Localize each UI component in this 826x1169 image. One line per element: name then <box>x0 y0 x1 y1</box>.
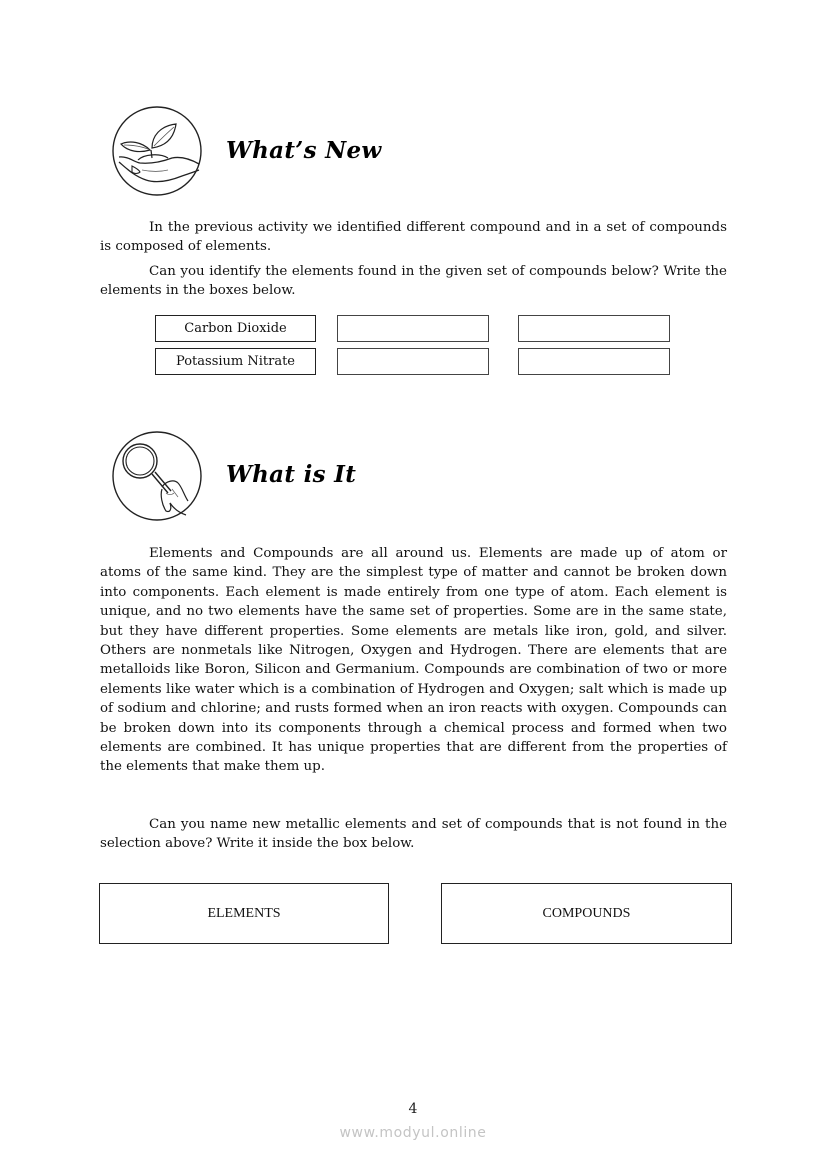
compounds-answer-box[interactable] <box>441 883 732 944</box>
compounds-label: COMPOUNDS <box>542 905 631 921</box>
what-is-it-paragraph-2-text: Can you name new metallic elements and set of compounds that is not found in the selection above? Write it inside the box below. <box>100 817 727 852</box>
what-is-it-paragraph-1 <box>100 544 727 777</box>
what-is-it-paragraph-1-text: Elements and Compounds are all around us. Elements are made up of atom or atoms of the same kind. They are the simplest type of matter and cannot be broken down into components. Each element is made entirely from one type of atom. Each element is unique, and no two elements have the same set of properties. Some are in the same state, but they have different properties. Some elements are metals like iron, gold, and silver. Others are nonmetals like Nitrogen, Oxygen and Hydrogen. There are elements that are metalloids like Boron, Silicon and Germanium. Compounds are combination of two or more elements like water which is a combination of Hydrogen and Oxygen; salt which is made up of sodium and chlorine; and rusts formed when an iron reacts with oxygen. Compounds can be broken down into its components through a chemical process and formed when two elements are combined. It has unique properties that are different from the properties of the elements that make them up. <box>100 546 727 775</box>
element-answer-box[interactable] <box>518 315 670 342</box>
watermark: www.modyul.online <box>339 1125 487 1141</box>
section-title-what-is-it: What is It <box>226 461 357 488</box>
whats-new-paragraph-2 <box>100 262 727 301</box>
whats-new-paragraph-1-text: In the previous activity we identified different compound and in a set of compounds is composed of elements. <box>100 220 727 255</box>
element-answer-box[interactable] <box>337 315 489 342</box>
whats-new-paragraph-2-text: Can you identify the elements found in the given set of compounds below? Write the elements in the boxes below. <box>100 264 727 299</box>
page-number: 4 <box>408 1101 418 1117</box>
hand-holding-plant-icon <box>112 106 202 196</box>
magnifying-glass-hand-icon <box>112 431 202 521</box>
elements-answer-box[interactable] <box>99 883 389 944</box>
element-answer-box[interactable] <box>337 348 489 375</box>
compound-label-box: Carbon Dioxide <box>155 315 316 342</box>
element-answer-box[interactable] <box>518 348 670 375</box>
compound-label-box: Potassium Nitrate <box>155 348 316 375</box>
what-is-it-paragraph-2 <box>100 815 727 854</box>
section-title-whats-new: What’s New <box>226 137 382 164</box>
whats-new-paragraph-1 <box>100 218 727 257</box>
elements-label: ELEMENTS <box>207 905 281 921</box>
